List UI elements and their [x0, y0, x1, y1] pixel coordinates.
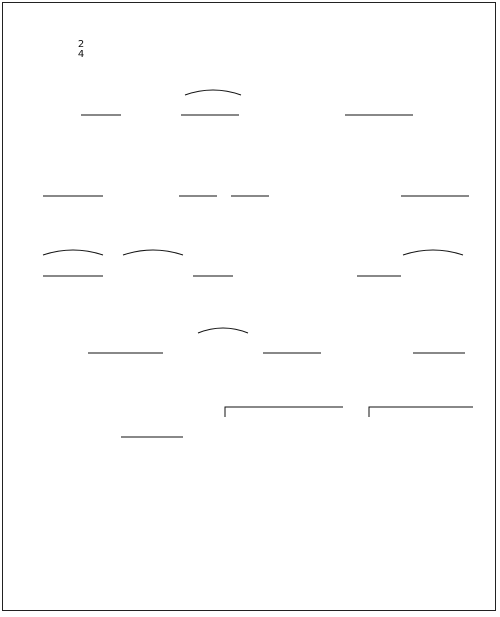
volta-2-bracket: [369, 407, 473, 417]
time-signature-top: 2: [77, 39, 85, 50]
notation-decorations: [3, 3, 497, 612]
slur: [123, 250, 183, 255]
time-signature: [75, 40, 87, 60]
volta-1-bracket: [225, 407, 343, 417]
score-sheet: [2, 2, 496, 611]
slur: [198, 328, 248, 333]
slur: [43, 250, 103, 255]
time-signature-bottom: 4: [77, 49, 85, 60]
slur: [185, 90, 241, 95]
slur: [403, 250, 463, 255]
